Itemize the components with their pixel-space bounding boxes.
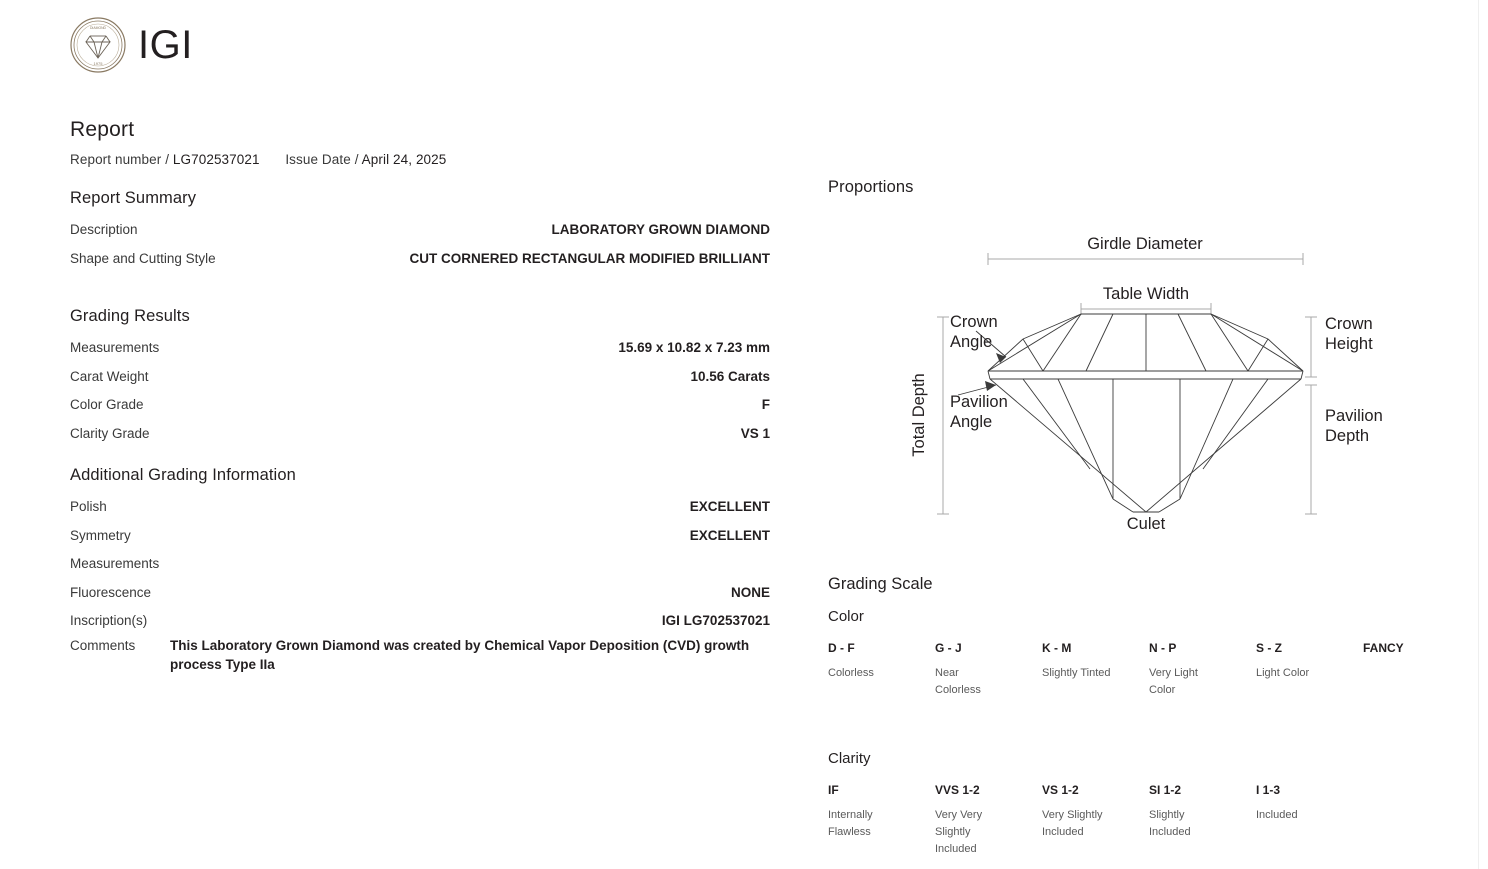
diamond-diagram-svg — [828, 199, 1428, 549]
scale-item — [935, 783, 1042, 858]
page-edge — [1478, 0, 1488, 869]
label-pavilion-angle-2: Angle — [950, 413, 993, 431]
scale-code: N - P — [1149, 641, 1177, 655]
table-row — [70, 363, 770, 392]
report-number-label: Report number / — [70, 152, 170, 167]
scale-item — [1149, 641, 1256, 699]
row-value: EXCELLENT — [689, 499, 770, 514]
comments-row — [70, 636, 770, 675]
scale-code: D - F — [828, 641, 855, 655]
scale-desc: Near Colorless — [935, 667, 981, 696]
table-row — [70, 607, 770, 636]
scale-item — [1042, 641, 1149, 682]
report-meta — [70, 152, 770, 167]
row-label: Color Grade — [70, 397, 144, 412]
label-crown-angle-2: Angle — [950, 333, 993, 351]
report-number-value: LG702537021 — [172, 152, 260, 167]
row-label: Measurements — [70, 340, 160, 355]
igi-seal-icon — [70, 17, 126, 73]
report-summary-title: Report Summary — [70, 189, 197, 207]
scale-item — [828, 783, 935, 841]
scale-item — [1256, 783, 1363, 824]
table-row — [70, 334, 770, 363]
brand-name: IGI — [138, 22, 193, 67]
label-girdle-diameter: Girdle Diameter — [1087, 235, 1203, 253]
additional-grading-title: Additional Grading Information — [70, 466, 296, 484]
table-row — [70, 550, 770, 579]
row-label: Polish — [70, 499, 107, 514]
proportions-section — [828, 178, 1428, 549]
table-row — [70, 245, 770, 274]
scale-desc: Very Very Slightly Included — [935, 809, 983, 855]
table-row — [70, 216, 770, 245]
row-value: LABORATORY GROWN DIAMOND — [551, 222, 770, 237]
color-scale-grid — [828, 641, 1448, 699]
issue-date-label: Issue Date / — [285, 152, 359, 167]
row-label: Inscription(s) — [70, 613, 148, 628]
scale-item — [828, 641, 935, 682]
row-label: Clarity Grade — [70, 425, 150, 441]
scale-desc: Included — [1256, 809, 1298, 821]
grading-scale-section — [828, 575, 1448, 858]
scale-code: S - Z — [1256, 641, 1282, 655]
label-pavilion-angle-1: Pavilion — [950, 393, 1008, 411]
label-table-width: Table Width — [1102, 285, 1190, 303]
scale-code: VS 1-2 — [1042, 783, 1079, 797]
scale-desc: Very Slightly Included — [1042, 809, 1103, 838]
svg-text:DIAMOND: DIAMOND — [89, 26, 107, 30]
color-scale-heading: Color — [828, 608, 864, 625]
row-label: Fluorescence — [70, 584, 152, 600]
scale-item — [935, 641, 1042, 699]
row-value: 10.56 Carats — [690, 368, 770, 384]
page-title: Report — [70, 118, 135, 141]
row-value: NONE — [730, 584, 770, 600]
scale-desc: Colorless — [828, 667, 874, 679]
proportions-title: Proportions — [828, 178, 914, 196]
clarity-scale-grid — [828, 783, 1448, 858]
scale-code: G - J — [935, 641, 962, 655]
table-row — [70, 420, 770, 449]
row-value: IGI LG702537021 — [661, 613, 770, 628]
diamond-proportions-diagram — [828, 199, 1428, 549]
comments-value: This Laboratory Grown Diamond was created by Chemical Vapor Deposition (CVD) growth process Type IIa — [170, 637, 750, 672]
scale-desc: Internally Flawless — [828, 809, 873, 838]
report-left-column — [70, 118, 770, 675]
scale-item — [1042, 783, 1149, 841]
table-row — [70, 579, 770, 608]
scale-item — [1256, 641, 1363, 682]
label-crown-angle-1: Crown — [950, 313, 998, 331]
row-label: Measurements — [70, 556, 160, 571]
label-pavilion-depth-2: Depth — [1325, 427, 1370, 445]
label-total-depth: Total Depth — [910, 373, 928, 457]
row-value: VS 1 — [740, 425, 770, 441]
grading-results-title: Grading Results — [70, 307, 190, 325]
scale-desc: Slightly Included — [1149, 809, 1191, 838]
scale-desc: Slightly Tinted — [1042, 667, 1111, 679]
scale-code: FANCY — [1363, 641, 1404, 655]
scale-code: SI 1-2 — [1149, 783, 1182, 797]
igi-logo — [70, 17, 193, 73]
row-label: Carat Weight — [70, 368, 149, 384]
label-crown-height-1: Crown — [1325, 315, 1373, 333]
comments-label: Comments — [70, 637, 136, 653]
scale-desc: Very Light Color — [1149, 667, 1198, 696]
row-value: CUT CORNERED RECTANGULAR MODIFIED BRILLIANT — [409, 250, 770, 266]
scale-code: VVS 1-2 — [935, 783, 980, 797]
table-row — [70, 391, 770, 420]
row-label: Description — [70, 222, 138, 237]
grading-scale-title: Grading Scale — [828, 575, 933, 593]
row-label: Symmetry — [70, 527, 131, 543]
scale-code: IF — [828, 783, 839, 797]
clarity-scale-block — [828, 750, 1448, 858]
label-culet: Culet — [1126, 515, 1166, 533]
issue-date-value: April 24, 2025 — [361, 152, 447, 167]
row-value: F — [761, 397, 770, 412]
scale-code: K - M — [1042, 641, 1072, 655]
scale-item — [1363, 641, 1470, 665]
label-pavilion-depth-1: Pavilion — [1325, 407, 1383, 425]
label-crown-height-2: Height — [1325, 335, 1373, 353]
scale-code: I 1-3 — [1256, 783, 1281, 797]
table-row — [70, 493, 770, 522]
table-row — [70, 522, 770, 551]
scale-desc: Light Color — [1256, 667, 1310, 679]
scale-item — [1149, 783, 1256, 841]
row-label: Shape and Cutting Style — [70, 250, 216, 266]
row-value: 15.69 x 10.82 x 7.23 mm — [618, 340, 770, 355]
svg-text:1975: 1975 — [93, 61, 103, 66]
row-value: EXCELLENT — [689, 527, 770, 543]
clarity-scale-heading: Clarity — [828, 750, 871, 767]
